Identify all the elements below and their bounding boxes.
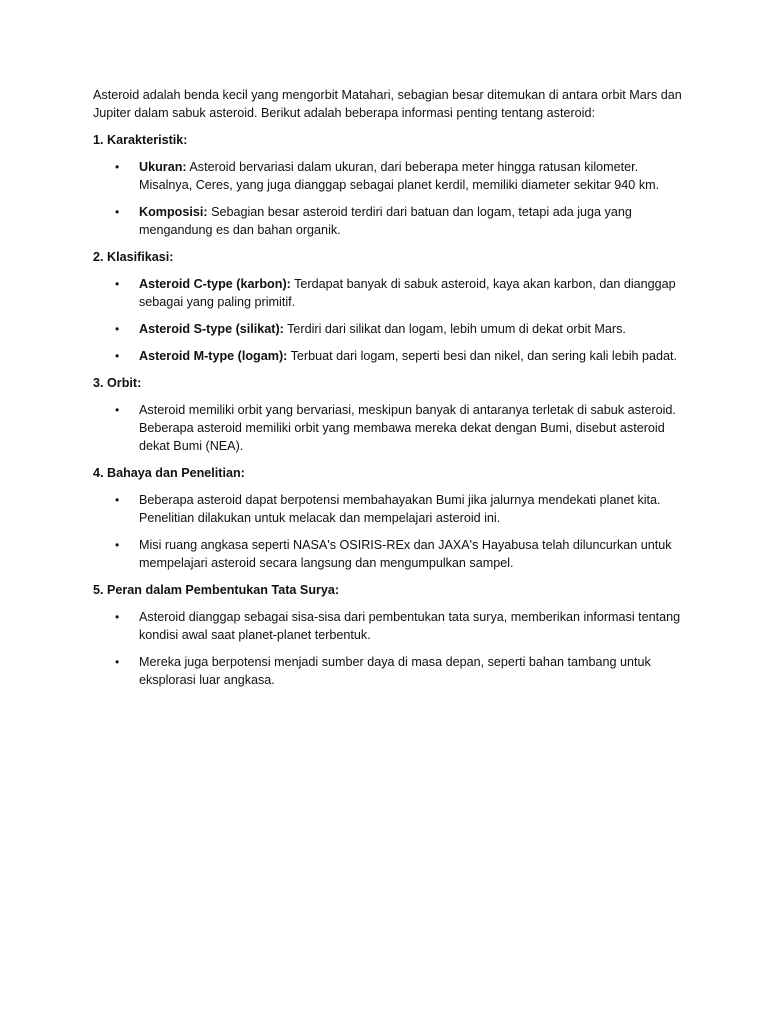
item-text: Terbuat dari logam, seperti besi dan nikel, dan sering kali lebih padat. (287, 349, 678, 363)
document-page (93, 86, 683, 698)
item-term: Komposisi: (139, 205, 208, 219)
bullet-icon: • (115, 277, 120, 291)
bullet-icon: • (115, 160, 120, 174)
item-text: Misi ruang angkasa seperti NASA's OSIRIS-REx dan JAXA's Hayabusa telah diluncurkan untuk mempelajari asteroid secara langsung dan mengumpulkan sampel. (139, 538, 672, 570)
list-item (93, 536, 683, 572)
bullet-icon: • (115, 655, 120, 669)
item-term: Asteroid S-type (silikat): (139, 322, 284, 336)
intro-paragraph: Asteroid adalah benda kecil yang mengorbit Matahari, sebagian besar ditemukan di antara orbit Mars dan Jupiter dalam sabuk asteroid. Berikut adalah beberapa informasi penting tentang asteroid: (93, 88, 682, 120)
bullet-list-bahaya (93, 491, 683, 572)
item-term: Ukuran: (139, 160, 187, 174)
item-text: Asteroid bervariasi dalam ukuran, dari beberapa meter hingga ratusan kilometer. Misalnya, Ceres, yang juga dianggap sebagai planet kerdil, memiliki diameter sekitar 940 km. (139, 160, 660, 192)
item-text: Mereka juga berpotensi menjadi sumber daya di masa depan, seperti bahan tambang untuk eksplorasi luar angkasa. (139, 655, 651, 687)
list-item (93, 347, 683, 365)
bullet-icon: • (115, 610, 120, 624)
list-item (93, 401, 683, 455)
bullet-icon: • (115, 493, 120, 507)
item-text: Beberapa asteroid dapat berpotensi membahayakan Bumi jika jalurnya mendekati planet kita. Penelitian dilakukan untuk melacak dan mempelajari asteroid ini. (139, 493, 661, 525)
list-item (93, 203, 683, 239)
list-item (93, 275, 683, 311)
section-heading-karakteristik: 1. Karakteristik: (93, 133, 188, 147)
bullet-icon: • (115, 205, 120, 219)
section-heading-bahaya: 4. Bahaya dan Penelitian: (93, 466, 245, 480)
item-text: Terdiri dari silikat dan logam, lebih umum di dekat orbit Mars. (283, 322, 626, 336)
item-term: Asteroid C-type (karbon): (139, 277, 291, 291)
item-text: Terdapat banyak di sabuk asteroid, kaya akan karbon, dan dianggap sebagai yang paling primitif. (139, 277, 676, 309)
list-item (93, 320, 683, 338)
list-item (93, 653, 683, 689)
list-item (93, 158, 683, 194)
list-item (93, 491, 683, 527)
bullet-icon: • (115, 322, 120, 336)
bullet-icon: • (115, 538, 120, 552)
bullet-list-karakteristik (93, 158, 683, 239)
item-text: Sebagian besar asteroid terdiri dari batuan dan logam, tetapi ada juga yang mengandung es dan bahan organik. (139, 205, 632, 237)
bullet-icon: • (115, 403, 120, 417)
section-heading-orbit: 3. Orbit: (93, 376, 142, 390)
section-heading-peran: 5. Peran dalam Pembentukan Tata Surya: (93, 583, 340, 597)
item-text: Asteroid dianggap sebagai sisa-sisa dari pembentukan tata surya, memberikan informasi tentang kondisi awal saat planet-planet terbentuk. (139, 610, 681, 642)
list-item (93, 608, 683, 644)
section-heading-klasifikasi: 2. Klasifikasi: (93, 250, 174, 264)
item-text: Asteroid memiliki orbit yang bervariasi, meskipun banyak di antaranya terletak di sabuk asteroid. Beberapa asteroid memiliki orbit yang membawa mereka dekat dengan Bumi, disebut asteroid dekat Bumi (NEA). (139, 403, 676, 453)
bullet-icon: • (115, 349, 120, 363)
bullet-list-orbit (93, 401, 683, 455)
item-term: Asteroid M-type (logam): (139, 349, 288, 363)
bullet-list-peran (93, 608, 683, 689)
bullet-list-klasifikasi (93, 275, 683, 365)
